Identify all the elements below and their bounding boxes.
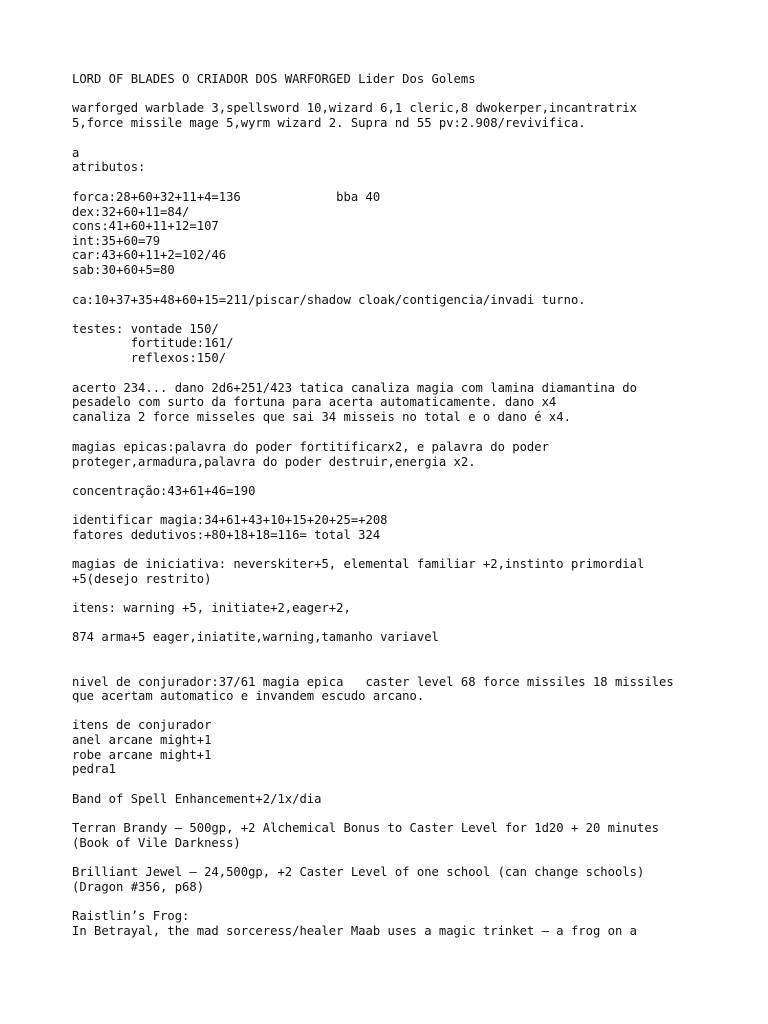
text-line: nivel de conjurador:37/61 magia epica caster level 68 force missiles 18 missiles xyxy=(72,675,674,689)
text-line: fortitude:161/ xyxy=(72,336,234,350)
text-line: Raistlin’s Frog: xyxy=(72,909,190,923)
text-line: dex:32+60+11=84/ xyxy=(72,205,190,219)
text-line: Terran Brandy – 500gp, +2 Alchemical Bonus to Caster Level for 1d20 + 20 minutes xyxy=(72,821,659,835)
text-line: acerto 234... dano 2d6+251/423 tatica canaliza magia com lamina diamantina do xyxy=(72,381,637,395)
text-line: concentração:43+61+46=190 xyxy=(72,484,256,498)
text-line: ca:10+37+35+48+60+15=211/piscar/shadow cloak/contigencia/invadi turno. xyxy=(72,293,586,307)
text-line: car:43+60+11+2=102/46 xyxy=(72,248,227,262)
text-line: forca:28+60+32+11+4=136 bba 40 xyxy=(72,190,381,204)
text-line: itens de conjurador xyxy=(72,718,212,732)
text-line: anel arcane might+1 xyxy=(72,733,212,747)
text-line: proteger,armadura,palavra do poder destruir,energia x2. xyxy=(72,455,476,469)
text-line: fatores dedutivos:+80+18+18=116= total 324 xyxy=(72,528,381,542)
text-line: magias de iniciativa: neverskiter+5, elemental familiar +2,instinto primordial xyxy=(72,557,645,571)
text-line: 874 arma+5 eager,iniatite,warning,tamanho variavel xyxy=(72,630,439,644)
text-line: pedra1 xyxy=(72,762,117,776)
text-line: robe arcane might+1 xyxy=(72,748,212,762)
text-line: (Dragon #356, p68) xyxy=(72,880,205,894)
text-line: Brilliant Jewel – 24,500gp, +2 Caster Level of one school (can change schools) xyxy=(72,865,645,879)
text-line: Band of Spell Enhancement+2/1x/dia xyxy=(72,792,322,806)
text-line: (Book of Vile Darkness) xyxy=(72,836,241,850)
text-line: 5,force missile mage 5,wyrm wizard 2. Supra nd 55 pv:2.908/revivifica. xyxy=(72,116,586,130)
text-line: itens: warning +5, initiate+2,eager+2, xyxy=(72,601,351,615)
text-line: cons:41+60+11+12=107 xyxy=(72,219,219,233)
text-line: In Betrayal, the mad sorceress/healer Maab uses a magic trinket — a frog on a xyxy=(72,924,637,938)
text-line: magias epicas:palavra do poder fortitificarx2, e palavra do poder xyxy=(72,440,549,454)
text-line: warforged warblade 3,spellsword 10,wizard 6,1 cleric,8 dwokerper,incantratrix xyxy=(72,101,637,115)
text-line: testes: vontade 150/ xyxy=(72,322,219,336)
text-line: que acertam automatico e invandem escudo arcano. xyxy=(72,689,425,703)
text-line: pesadelo com surto da fortuna para acerta automaticamente. dano x4 xyxy=(72,395,557,409)
text-line: +5(desejo restrito) xyxy=(72,572,212,586)
text-line: int:35+60=79 xyxy=(72,234,161,248)
text-line: reflexos:150/ xyxy=(72,351,227,365)
text-line: identificar magia:34+61+43+10+15+20+25=+208 xyxy=(72,513,388,527)
text-line: canaliza 2 force misseles que sai 34 misseis no total e o dano é x4. xyxy=(72,410,571,424)
document-title: LORD OF BLADES O CRIADOR DOS WARFORGED Lider Dos Golems xyxy=(72,72,476,86)
section-heading: atributos: xyxy=(72,160,146,174)
text-line: a xyxy=(72,146,80,160)
text-line: sab:30+60+5=80 xyxy=(72,263,175,277)
